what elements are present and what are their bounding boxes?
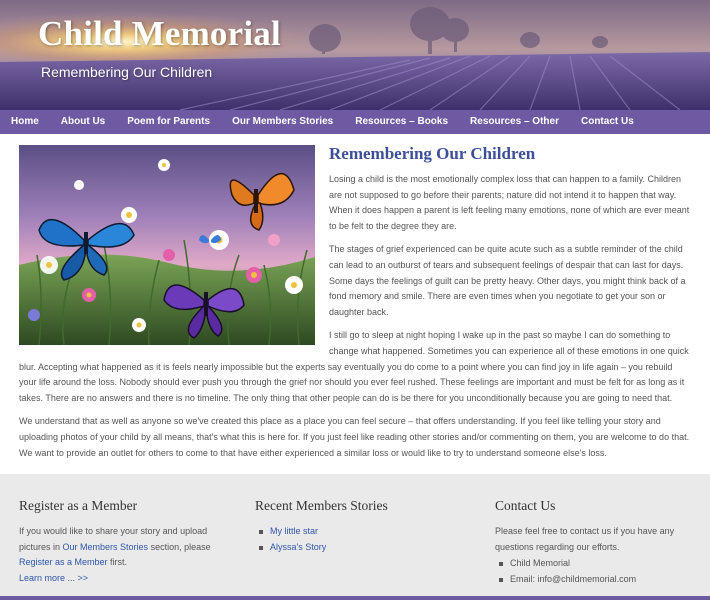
- contact-item-email: Email: info@childmemorial.com: [495, 572, 695, 588]
- butterflies-flowers-image: [19, 145, 315, 345]
- register-text-before: If you would like to share your story and upload pictures in: [19, 526, 208, 552]
- recent-stories-title: Recent Members Stories: [255, 498, 388, 513]
- footer-widgets: [0, 474, 710, 596]
- contact-widget: [495, 498, 695, 587]
- recent-story-link[interactable]: My little star: [270, 526, 319, 536]
- register-widget-text: [19, 524, 229, 586]
- nav-about-us[interactable]: About Us: [60, 116, 106, 127]
- contact-item-name: Child Memorial: [495, 556, 695, 572]
- paragraph-2: The stages of grief experienced can be quite acute such as a subtle reminder of the child can lead to an outburst of tears and subsequent feelings of despair that can last for days. Some days the feelings of guilt can be pretty heavy. Other days, you might think back of a fond memory and smile. There are even times when you negotiate to get your son or daughter back.: [329, 244, 686, 317]
- content-title: Remembering Our Children: [329, 144, 536, 163]
- nav-resources-books[interactable]: Resources – Books: [355, 116, 449, 127]
- nav-home[interactable]: Home: [11, 116, 39, 127]
- register-member-link[interactable]: Register as a Member: [19, 557, 108, 567]
- register-text-after: first.: [107, 557, 128, 567]
- nav-poem-for-parents[interactable]: Poem for Parents: [127, 116, 211, 127]
- recent-story-item: [255, 524, 455, 540]
- site-title[interactable]: Child Memorial: [38, 14, 281, 53]
- contact-widget-text: Please feel free to contact us if you have any questions regarding our efforts.: [495, 526, 675, 552]
- contact-widget-title: Contact Us: [495, 498, 556, 513]
- main-navigation: [0, 110, 710, 134]
- recent-story-item: [255, 540, 455, 556]
- learn-more-link[interactable]: Learn more ... >>: [19, 572, 89, 583]
- our-members-stories-link[interactable]: Our Members Stories: [62, 541, 149, 552]
- main-content: [19, 145, 691, 469]
- recent-story-link[interactable]: Alyssa's Story: [270, 541, 327, 552]
- register-text-middle: section, please: [148, 541, 211, 552]
- footer-bottom-bar: [0, 596, 710, 600]
- register-widget-title: Register as a Member: [19, 498, 138, 513]
- recent-stories-widget: [255, 498, 455, 555]
- nav-resources-other[interactable]: Resources – Other: [470, 116, 559, 127]
- nav-contact-us[interactable]: Contact Us: [580, 116, 634, 127]
- site-header: [0, 0, 710, 110]
- paragraph-1: Losing a child is the most emotionally complex loss that can happen to a family. Children are not supposed to go before their parents; nature did not intend it to happen that way. When it does happen a parent is left feeling many emotions, none of which are ever meant to be felt to the degree they are.: [329, 174, 690, 231]
- paragraph-3: I still go to sleep at night hoping I wake up in the past so maybe I can do something to change what happened. Sometimes you can experience all of these emotions in one quick blur. Accepting what happened as it is feels nearly impossible but the experts say eventually you do come to a point where you can find joy in life again – you rebuild your life around the loss. Nobody should ever push you through the grief nor should you ever feel rushed. These feelings are important and must be felt for as long as it takes. There are no answers and there is no timeline. The only thing that other people can do is be there for you unconditionally because you are going to need that.: [19, 330, 689, 403]
- register-widget: [19, 498, 229, 586]
- site-tagline: Remembering Our Children: [41, 64, 213, 80]
- nav-our-members-stories[interactable]: Our Members Stories: [232, 116, 334, 127]
- paragraph-4: We understand that as well as anyone so we've created this place as a place you can feel secure – that offers understanding. If you feel like telling your story and uploading photos of your child by all means, that's what this is here for. If you just feel like reading other stories and/or commenting on them, you are welcome to do that. We want to provide an outlet for others to come to that have either experienced a similar loss or would like to try to understand someone else's loss.: [19, 416, 690, 458]
